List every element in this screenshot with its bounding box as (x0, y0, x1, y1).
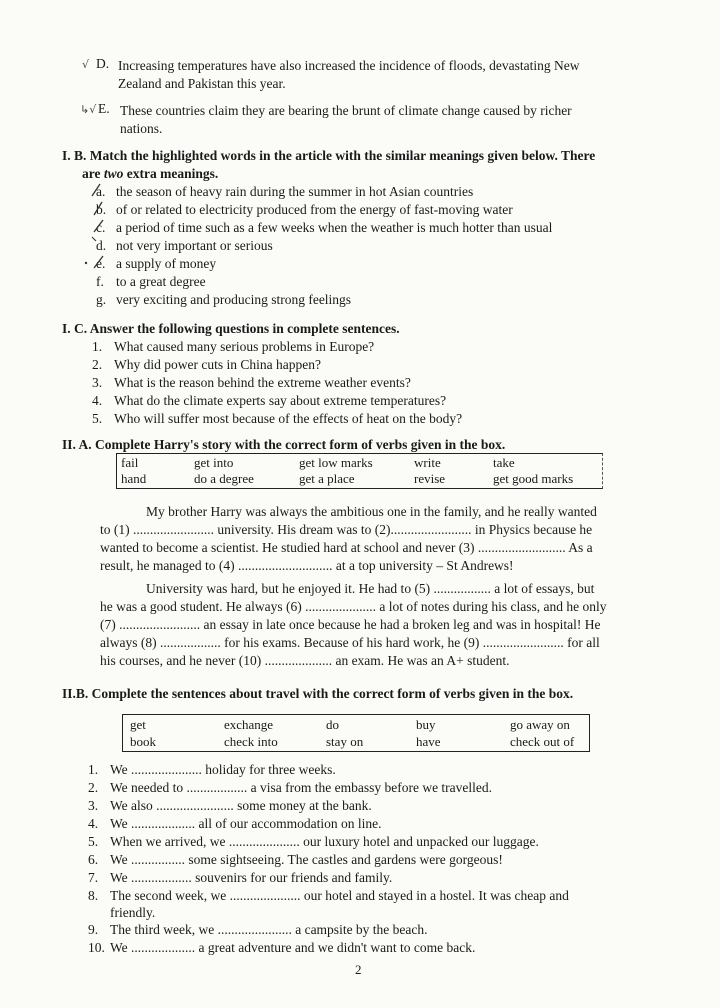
word-box-cell: book (130, 734, 156, 749)
word-box-cell: get (130, 717, 146, 732)
word-box-cell: get good marks (493, 471, 574, 486)
story-line: My brother Harry was always the ambitious one in the family, and he really wanted (146, 504, 597, 519)
item-e-letter: E. (98, 101, 110, 116)
list-item: 3. We also ....................... some money at the bank. (88, 798, 372, 813)
list-item: 1. What caused many serious problems in Europe? (92, 339, 375, 354)
story-line: he was a good student. He always (6) ..................... a lot of notes during his class, and he only (100, 599, 607, 614)
handwritten-checkmarks (84, 180, 114, 275)
list-item: a. the season of heavy rain during the summer in hot Asian countries (96, 184, 474, 199)
word-box-cell: take (493, 455, 515, 470)
word-box-cell: check into (224, 734, 278, 749)
word-box-cell: do (326, 717, 339, 732)
section-1b-heading: I. B. Match the highlighted words in the article with the similar meanings given below. There (62, 148, 596, 163)
list-item: 3. What is the reason behind the extreme weather events? (92, 375, 411, 390)
story-line: always (8) .................. for his exams. Because of his hard work, he (9) ........................ for all (100, 635, 600, 650)
word-box-cell: go away on (510, 717, 570, 732)
word-box-cell: get into (194, 455, 234, 470)
section-2b-heading: II.B. Complete the sentences about travel with the correct form of verbs given in the box. (62, 686, 574, 701)
list-item: 2. Why did power cuts in China happen? (92, 357, 321, 372)
list-item: 5. Who will suffer most because of the effects of heat on the body? (92, 411, 463, 426)
list-item: g. very exciting and producing strong feelings (96, 292, 352, 307)
section-1b-subheading: are two extra meanings. (82, 166, 219, 181)
story-line: (7) ........................ an essay in late once because he had a broken leg and was in hospital! He (100, 617, 601, 632)
word-box-cell: get a place (299, 471, 355, 486)
word-box-cell: revise (414, 471, 446, 486)
list-item: 6. We ................ some sightseeing. The castles and gardens were gorgeous! (88, 852, 503, 867)
item-d-line1: Increasing temperatures have also increased the incidence of floods, devastating New (118, 58, 580, 73)
story-line: wanted to become a scientist. He studied hard at school and never (3) .......................... As a (100, 540, 593, 555)
list-item: friendly. (110, 905, 156, 920)
word-box-cell: fail (121, 455, 139, 470)
list-item: 4. What do the climate experts say about extreme temperatures? (92, 393, 447, 408)
list-item: d. not very important or serious (96, 238, 273, 253)
list-item: e. a supply of money (96, 256, 217, 271)
story-line: result, he managed to (4) ............................ at a top university – St Andrews! (100, 558, 514, 573)
word-box-cell: stay on (326, 734, 364, 749)
item-d-letter: D. (96, 56, 110, 71)
item-e-line1: These countries claim they are bearing the brunt of climate change caused by richer (120, 103, 572, 118)
item-e-line2: nations. (120, 121, 163, 136)
word-box-cell: exchange (224, 717, 274, 732)
section-2a-heading: II. A. Complete Harry's story with the correct form of verbs given in the box. (62, 437, 506, 452)
word-box-cell: do a degree (194, 471, 254, 486)
list-item: 8. The second week, we ..................... our hotel and stayed in a hostel. It was cheap and (88, 888, 569, 903)
list-item: 7. We .................. souvenirs for our friends and family. (88, 870, 393, 885)
story-line: to (1) ........................ university. His dream was to (2)........................ in Physics because he (100, 522, 593, 537)
word-box-cell: check out of (510, 734, 575, 749)
word-box-cell: buy (416, 717, 436, 732)
section-1c-heading: I. C. Answer the following questions in complete sentences. (62, 321, 400, 336)
word-box-cell: hand (121, 471, 147, 486)
item-d-line2: Zealand and Pakistan this year. (118, 76, 286, 91)
word-box-cell: get low marks (299, 455, 373, 470)
story-line: University was hard, but he enjoyed it. He had to (5) ................. a lot of essays, but (146, 581, 595, 596)
handwritten-mark: ↳√ (80, 103, 97, 116)
list-item: 10. We ................... a great adventure and we didn't want to come back. (88, 940, 476, 955)
list-item: f. to a great degree (96, 274, 206, 289)
word-box-cell: write (414, 455, 441, 470)
page-number: 2 (355, 962, 362, 977)
list-item: 2. We needed to .................. a visa from the embassy before we travelled. (88, 780, 493, 795)
list-item: c. a period of time such as a few weeks when the weather is much hotter than usual (96, 220, 553, 235)
story-line: his courses, and he never (10) .................... an exam. He was an A+ student. (100, 653, 510, 668)
list-item: b. of or related to electricity produced from the energy of fast-moving water (96, 202, 513, 217)
list-item: 5. When we arrived, we ..................... our luxury hotel and unpacked our luggage. (88, 834, 539, 849)
handwritten-mark: √ (82, 58, 90, 71)
list-item: 1. We ..................... holiday for three weeks. (88, 762, 336, 777)
list-item: 4. We ................... all of our accommodation on line. (88, 816, 382, 831)
word-box-cell: have (416, 734, 441, 749)
list-item: 9. The third week, we ...................... a campsite by the beach. (88, 922, 428, 937)
